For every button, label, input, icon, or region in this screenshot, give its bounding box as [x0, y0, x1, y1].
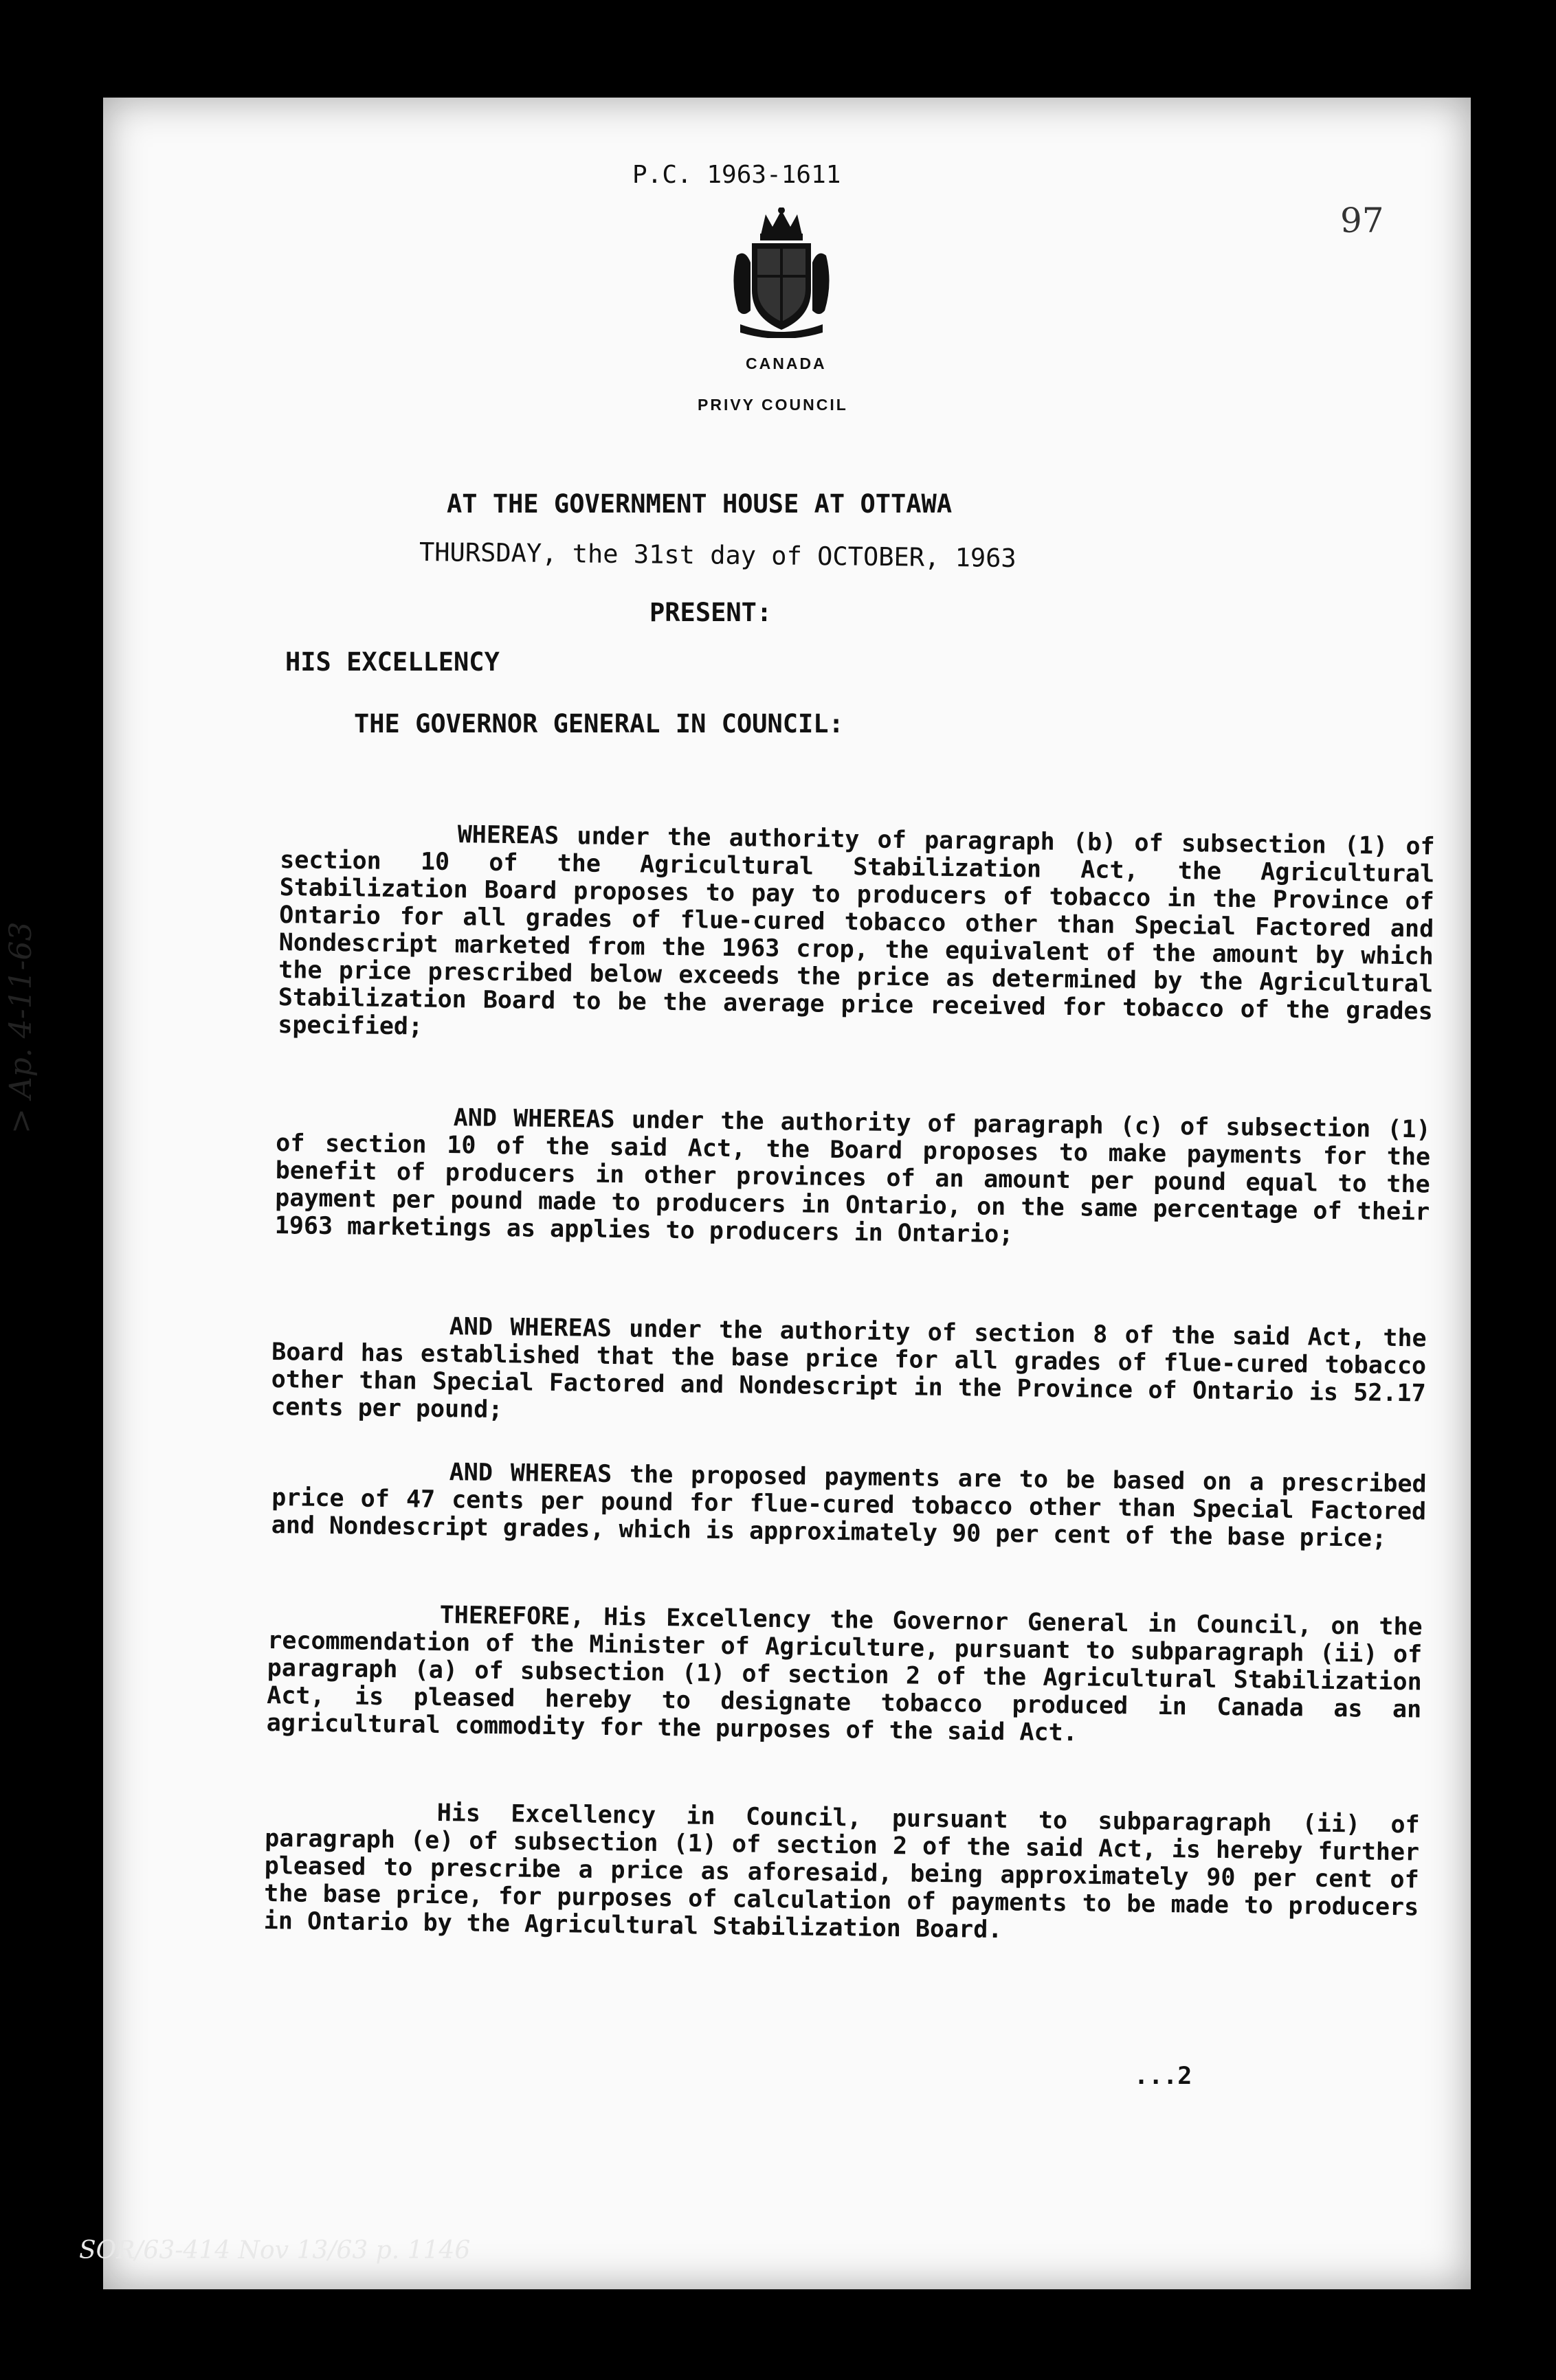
coat-of-arms-icon [730, 207, 833, 338]
paragraph-text: under the authority of section 8 of the said Act, the Board has established that the base price for all grades of flue-cured tobacco other than Special Factored and Nondescript in the Province of Ontario is 52.17 cents per pound; [271, 1315, 1427, 1424]
paragraph-therefore [267, 1599, 1423, 1751]
governor-general-in-council: THE GOVERNOR GENERAL IN COUNCIL: [354, 709, 844, 739]
paragraph-lead: AND WHEREAS [449, 1313, 612, 1343]
paragraph-lead: THEREFORE [439, 1602, 570, 1631]
paragraph-lead: AND WHEREAS [453, 1104, 615, 1134]
country-label: CANADA [746, 355, 827, 372]
his-excellency: HIS EXCELLENCY [285, 647, 500, 677]
order-number: P.C. 1963-1611 [632, 161, 841, 189]
paragraph-whereas-4 [271, 1457, 1427, 1553]
paragraph-lead: AND WHEREAS [449, 1459, 612, 1489]
page-number: 97 [1340, 201, 1384, 240]
paragraph-whereas-3 [271, 1311, 1427, 1435]
continued-marker: ...2 [1134, 2063, 1192, 2090]
document-page [103, 98, 1471, 2289]
heading-date: THURSDAY, the 31st day of OCTOBER, 1963 [419, 537, 1016, 574]
handwritten-registration-note: SOR/63-414 Nov 13/63 p. 1146 [79, 2236, 471, 2265]
paragraph-text: under the authority of paragraph (c) of subsection (1) of section 10 of the said Act, the Board proposes to make payments for the benefit of producers in other provinces of an amount per pound equal to the payment per pound made to producers in Ontario, on the same percentage of their 1963 marketings as applies to producers in Ontario; [274, 1106, 1431, 1249]
paragraph-text: , His Excellency the Governor General in Council, on the recommendation of the Minister of Agriculture, pursuant to subparagraph (ii) of paragraph (a) of subsection (1) of section 2 of the Agricultural Stabilization Act, is pleased hereby to designate tobacco produced in Canada as an agricultural commodity for the purposes of the said Act. [266, 1603, 1423, 1747]
handwritten-margin-note: > Ap. 4-11-63 [3, 921, 38, 1134]
heading-present: PRESENT: [649, 598, 773, 627]
paragraph-prescribe-price [264, 1797, 1420, 1949]
council-label: PRIVY COUNCIL [698, 396, 848, 414]
paragraph-whereas-1 [278, 819, 1435, 1053]
paragraph-text: His Excellency in Council, pursuant to subparagraph (ii) of paragraph (e) of subsection (1) of section 2 of the said Act, is hereby further pleased to prescribe a price as aforesaid, being approximately 90 per cent of the base price, for purposes of calculation of payments to be made to producers in Ontario by the Agricultural Stabilization Board. [263, 1799, 1420, 1944]
heading-place: AT THE GOVERNMENT HOUSE AT OTTAWA [447, 489, 953, 519]
paragraph-text: the proposed payments are to be based on a prescribed price of 47 cents per pound for flue-cured tobacco other than Special Factored and Nondescript grades, which is approximately 90 per cent of the base price; [271, 1461, 1427, 1553]
paragraph-lead: WHEREAS [457, 821, 559, 850]
paragraph-text: under the authority of paragraph (b) of subsection (1) of section 10 of the Agricultural Stabilization Act, the Agricultural Stabilization Board proposes to pay to producers of tobacco in the Province of Ontario for all grades of flue-cured tobacco other than Special Factored and Nondescript marketed from the 1963 crop, the equivalent of the amount by which the price prescribed below exceeds the price as determined by the Agricultural Stabilization Board to be the average price received for tobacco of the grades specified; [278, 822, 1435, 1041]
paragraph-whereas-2 [275, 1102, 1431, 1254]
